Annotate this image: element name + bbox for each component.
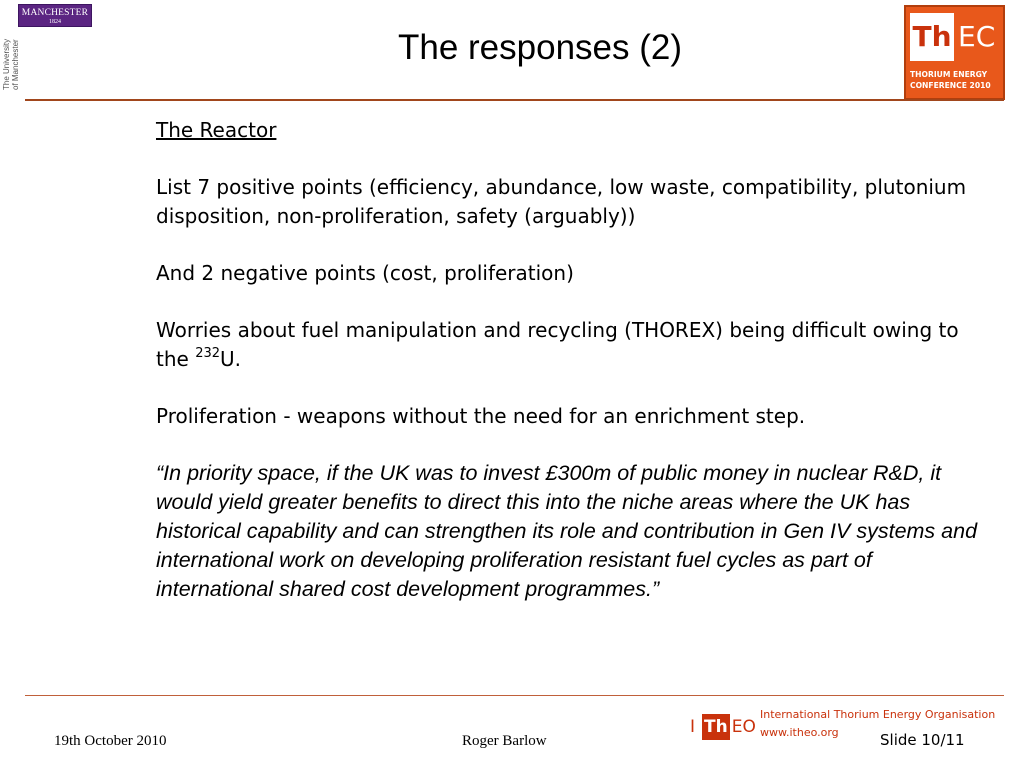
spacer — [156, 145, 996, 173]
negative-points-text: And 2 negative points (cost, proliferation) — [156, 261, 574, 285]
proliferation-text: Proliferation - weapons without the need for an enrichment step. — [156, 404, 806, 428]
slide-number: Slide 10/11 — [880, 731, 965, 749]
itheo-logo-mark — [690, 714, 756, 740]
itheo-logo-i: I — [690, 717, 696, 737]
thec-logo-th: Th — [910, 13, 954, 61]
footer-date: 19th October 2010 — [54, 733, 167, 749]
itheo-organisation-name: International Thorium Energy Organisation — [760, 708, 996, 721]
header-divider — [25, 99, 1004, 101]
thec-logo-line-1: THORIUM ENERGY — [910, 70, 988, 79]
university-of-manchester-logo — [18, 4, 92, 27]
slide-body — [156, 116, 996, 604]
thec-logo-line-2: CONFERENCE 2010 — [910, 81, 991, 90]
slide-title: The responses (2) — [397, 28, 683, 67]
worries-text: Worries about fuel manipulation and recycling (THOREX) being difficult owing to the — [156, 318, 959, 371]
thec-logo — [904, 5, 1005, 100]
itheo-logo-th: Th — [702, 714, 730, 740]
worries-paragraph — [156, 316, 996, 374]
spacer — [156, 431, 996, 459]
policy-quote: “In priority space, if the UK was to invest £300m of public money in nuclear R&D, it would yield greater benefits to direct this into the niche areas where the UK has historical capability and can strengthen its role and contribution in Gen IV systems and international work on developing proliferation resistant fuel cycles as part of international shared cost development programmes.” — [156, 461, 978, 601]
footer-divider — [25, 695, 1004, 696]
manchester-logo-year: 1824 — [49, 19, 61, 25]
spacer — [156, 288, 996, 316]
spacer — [156, 231, 996, 259]
itheo-logo-eo: EO — [731, 717, 756, 737]
isotope-element: U. — [220, 347, 242, 371]
manchester-vertical-line-1: The University — [2, 38, 11, 90]
thec-logo-ec: EC — [958, 20, 996, 53]
section-heading: The Reactor — [156, 118, 277, 142]
itheo-website: www.itheo.org — [760, 726, 839, 739]
footer-author: Roger Barlow — [462, 733, 547, 749]
thec-logo-subtitle — [910, 69, 999, 91]
positive-points-text: List 7 positive points (efficiency, abundance, low waste, compatibility, plutonium disposition, non-proliferation, safety (arguably)) — [156, 175, 967, 228]
manchester-logo-name: MANCHESTER — [21, 8, 89, 18]
manchester-vertical-text — [2, 10, 20, 90]
isotope-mass-number: 232 — [195, 346, 221, 361]
thec-logo-mark — [910, 13, 999, 63]
manchester-vertical-line-2: of Manchester — [11, 39, 20, 90]
spacer — [156, 374, 996, 402]
